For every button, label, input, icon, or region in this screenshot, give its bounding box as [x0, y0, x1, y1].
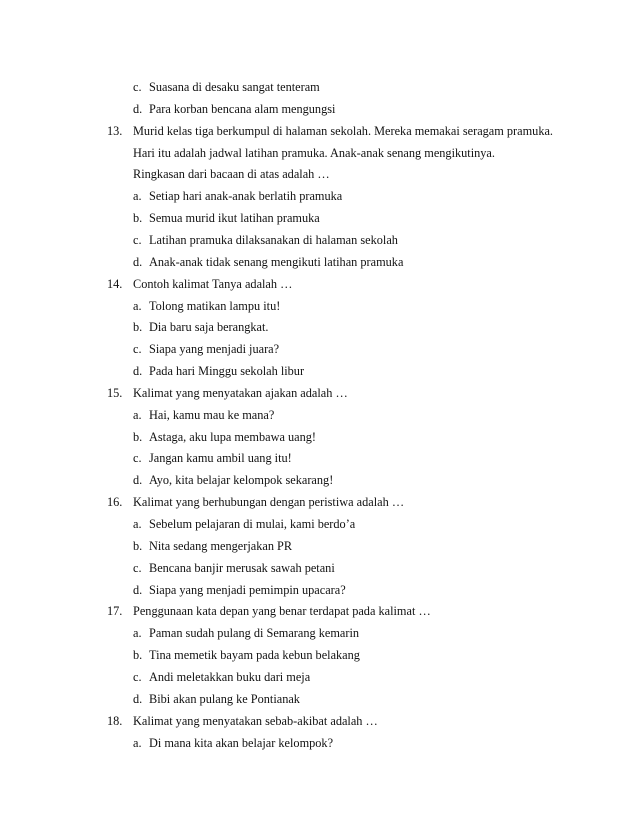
option-letter: d.: [133, 473, 143, 488]
question-text: Ringkasan dari bacaan di atas adalah …: [133, 167, 330, 182]
question-number: 13.: [107, 123, 123, 138]
question-text: Penggunaan kata depan yang benar terdapat pada kalimat …: [133, 604, 431, 619]
option-letter: b.: [133, 538, 143, 553]
option-letter: a.: [133, 517, 142, 531]
option-text: Andi meletakkan buku dari meja: [149, 669, 311, 684]
option-letter: d.: [133, 582, 143, 597]
option-text: Para korban bencana alam mengungsi: [149, 101, 336, 116]
option-text: Bencana banjir merusak sawah petani: [149, 560, 335, 575]
option-text: Setiap hari anak-anak berlatih pramuka: [149, 189, 343, 204]
option-text: Anak-anak tidak senang mengikuti latihan pramuka: [149, 254, 404, 269]
option-letter: d.: [133, 364, 143, 379]
option-letter: c.: [133, 342, 142, 357]
option-text: Siapa yang menjadi juara?: [149, 342, 280, 357]
option-text: Astaga, aku lupa membawa uang!: [149, 429, 316, 444]
option-letter: c.: [133, 80, 142, 94]
option-text: Hai, kamu mau ke mana?: [149, 407, 275, 422]
option-text: Jangan kamu ambil uang itu!: [149, 451, 292, 466]
option-letter: d.: [133, 691, 143, 706]
option-letter: a.: [133, 626, 142, 641]
option-text: Tina memetik bayam pada kebun belakang: [149, 648, 360, 663]
option-letter: d.: [133, 254, 143, 269]
question-number: 16.: [107, 495, 123, 510]
question-text: Kalimat yang menyatakan ajakan adalah …: [133, 385, 348, 400]
option-text: Tolong matikan lampu itu!: [149, 298, 281, 313]
option-text: Bibi akan pulang ke Pontianak: [149, 691, 300, 706]
question-text: Kalimat yang berhubungan dengan peristiwa adalah …: [133, 495, 405, 510]
option-text: Suasana di desaku sangat tenteram: [149, 80, 320, 94]
option-letter: b.: [133, 211, 143, 226]
option-letter: c.: [133, 451, 142, 466]
option-text: Dia baru saja berangkat.: [149, 320, 269, 335]
option-text: Nita sedang mengerjakan PR: [149, 538, 293, 553]
option-text: Ayo, kita belajar kelompok sekarang!: [149, 473, 334, 488]
option-text: Paman sudah pulang di Semarang kemarin: [149, 626, 360, 641]
option-text: Siapa yang menjadi pemimpin upacara?: [149, 582, 346, 597]
option-text: Latihan pramuka dilaksanakan di halaman sekolah: [149, 232, 398, 247]
question-number: 15.: [107, 385, 123, 400]
option-letter: b.: [133, 648, 143, 663]
option-letter: c.: [133, 560, 142, 575]
option-letter: a.: [133, 298, 142, 313]
option-letter: a.: [133, 189, 142, 204]
question-text: Contoh kalimat Tanya adalah …: [133, 276, 293, 291]
option-letter: c.: [133, 232, 142, 247]
option-letter: b.: [133, 320, 143, 335]
option-letter: d.: [133, 101, 143, 116]
option-text: Sebelum pelajaran di mulai, kami berdo’a: [149, 517, 356, 531]
option-letter: b.: [133, 429, 143, 444]
question-number: 18.: [107, 713, 123, 728]
question-text: Hari itu adalah jadwal latihan pramuka. Anak-anak senang mengikutinya.: [133, 145, 495, 160]
option-text: Pada hari Minggu sekolah libur: [149, 364, 305, 379]
option-text: Di mana kita akan belajar kelompok?: [149, 735, 334, 750]
option-text: Semua murid ikut latihan pramuka: [149, 211, 320, 226]
question-number: 17.: [107, 604, 123, 619]
option-letter: a.: [133, 407, 142, 422]
option-letter: c.: [133, 669, 142, 684]
question-text: Kalimat yang menyatakan sebab-akibat adalah …: [133, 713, 378, 728]
question-number: 14.: [107, 276, 123, 291]
option-letter: a.: [133, 735, 142, 750]
question-text: Murid kelas tiga berkumpul di halaman sekolah. Mereka memakai seragam pramuka.: [133, 123, 554, 138]
